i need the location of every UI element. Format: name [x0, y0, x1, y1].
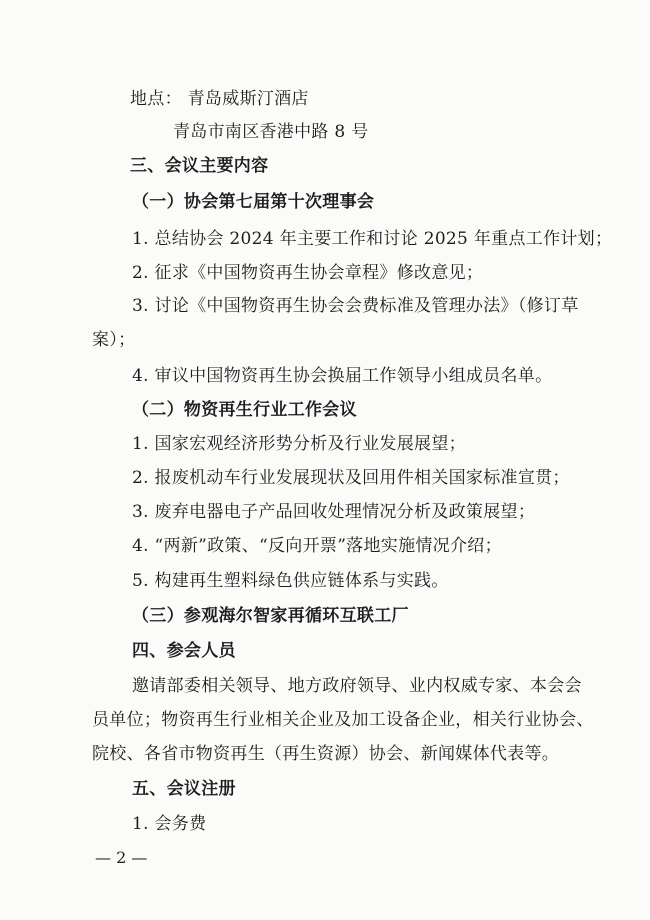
subsection-2-title: （二）物资再生行业工作会议: [132, 400, 357, 420]
section-4-paragraph-line-3: 院校、各省市物资再生（再生资源）协会、新闻媒体代表等。: [92, 744, 560, 764]
subsection-1-item-2: 2. 征求《中国物资再生协会章程》修改意见；: [132, 263, 484, 283]
section-5-title: 五、会议注册: [132, 779, 236, 799]
location-address: 青岛市南区香港中路 8 号: [173, 122, 369, 142]
section-5-item-1: 1. 会务费: [132, 814, 207, 834]
location-name: 青岛威斯汀酒店: [187, 89, 309, 109]
subsection-2-item-3: 3. 废弃电器电子产品回收处理情况分析及政策展望；: [132, 502, 536, 522]
subsection-1-item-4: 4. 审议中国物资再生协会换届工作领导小组成员名单。: [132, 366, 553, 386]
subsection-2-item-4: 4. “两新”政策、“反向开票”落地实施情况介绍；: [132, 536, 502, 556]
subsection-1-title: （一）协会第七届第十次理事会: [132, 192, 375, 212]
subsection-1-item-3-continuation: 案）；: [92, 330, 136, 350]
subsection-2-item-1: 1. 国家宏观经济形势分析及行业发展展望；: [132, 434, 466, 454]
subsection-1-item-3: 3. 讨论《中国物资再生协会会费标准及管理办法》（修订草: [132, 296, 579, 316]
location-line: [130, 88, 309, 110]
subsection-1-item-1: 1. 总结协会 2024 年主要工作和讨论 2025 年重点工作计划；: [132, 229, 613, 249]
subsection-2-item-5: 5. 构建再生塑料绿色供应链体系与实践。: [132, 571, 449, 591]
page-number: — 2 —: [95, 848, 148, 867]
section-4-paragraph-line-2: 员单位；物资再生行业相关企业及加工设备企业，相关行业协会、: [92, 710, 594, 730]
section-4-title: 四、参会人员: [132, 641, 236, 661]
subsection-2-item-2: 2. 报废机动车行业发展现状及回用件相关国家标准宣贯；: [132, 468, 570, 488]
location-label: 地点：: [130, 89, 182, 109]
section-4-paragraph-line-1: 邀请部委相关领导、地方政府领导、业内权威专家、本会会: [132, 676, 582, 696]
section-3-title: 三、会议主要内容: [130, 156, 269, 176]
subsection-3-title: （三）参观海尔智家再循环互联工厂: [132, 606, 409, 626]
